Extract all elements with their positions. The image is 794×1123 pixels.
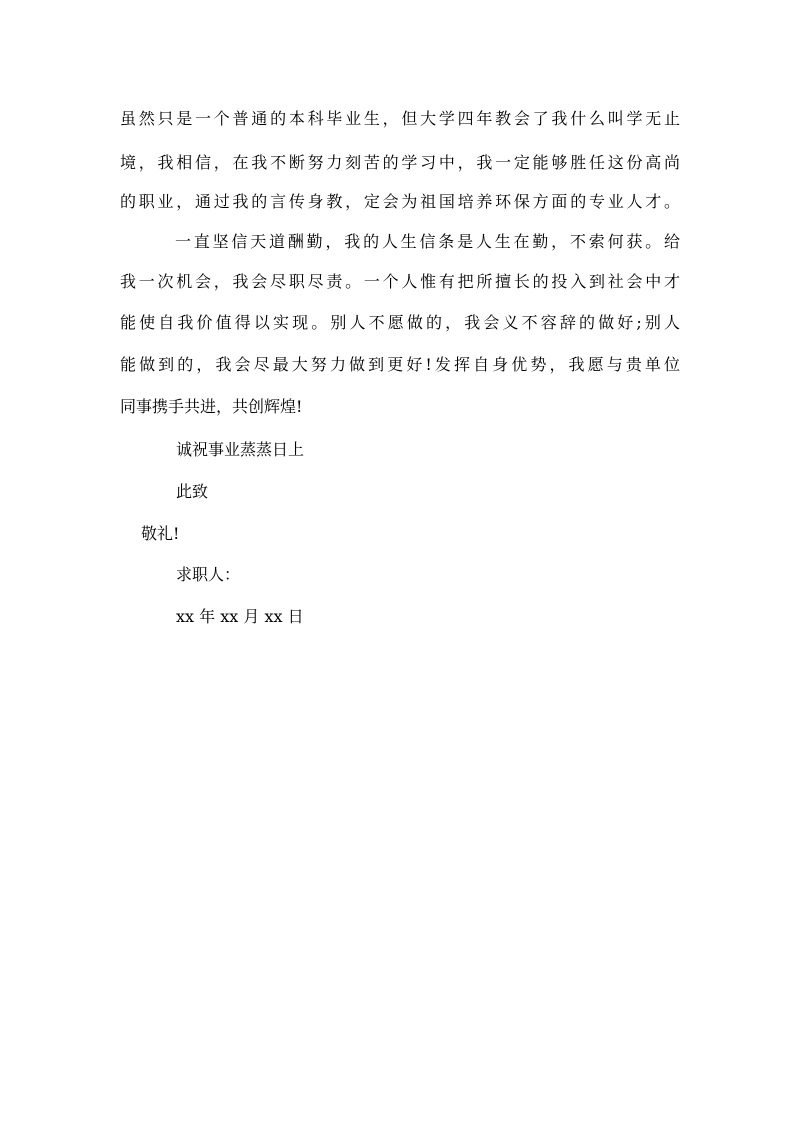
paragraph-1-line-2: 境，我相信，在我不断努力刻苦的学习中，我一定能够胜任这份高尚 — [120, 153, 680, 172]
paragraph-2-line-1: 一直坚信天道酬勤，我的人生信条是人生在勤，不索何获。给 — [175, 232, 680, 251]
paragraph-1-line-1: 虽然只是一个普通的本科毕业生，但大学四年教会了我什么叫学无止 — [120, 109, 680, 128]
paragraph-2-line-3: 能使自我价值得以实现。别人不愿做的，我会义不容辞的做好;别人 — [120, 313, 680, 332]
applicant-label: 求职人： — [176, 565, 241, 584]
closing-wish: 诚祝事业蒸蒸日上 — [176, 440, 305, 459]
closing-salutation: 此致 — [176, 482, 209, 501]
letter-date: xx 年 xx 月 xx 日 — [176, 607, 304, 626]
paragraph-1-line-3: 的职业，通过我的言传身教，定会为祖国培养环保方面的专业人才。 — [120, 192, 680, 211]
paragraph-2-line-5: 同事携手共进，共创辉煌! — [120, 397, 303, 416]
paragraph-2-line-2: 我一次机会，我会尽职尽责。一个人惟有把所擅长的投入到社会中才 — [120, 272, 680, 291]
closing-respect: 敬礼! — [141, 524, 180, 543]
paragraph-2-line-4: 能做到的，我会尽最大努力做到更好!发挥自身优势，我愿与贵单位 — [120, 355, 680, 374]
